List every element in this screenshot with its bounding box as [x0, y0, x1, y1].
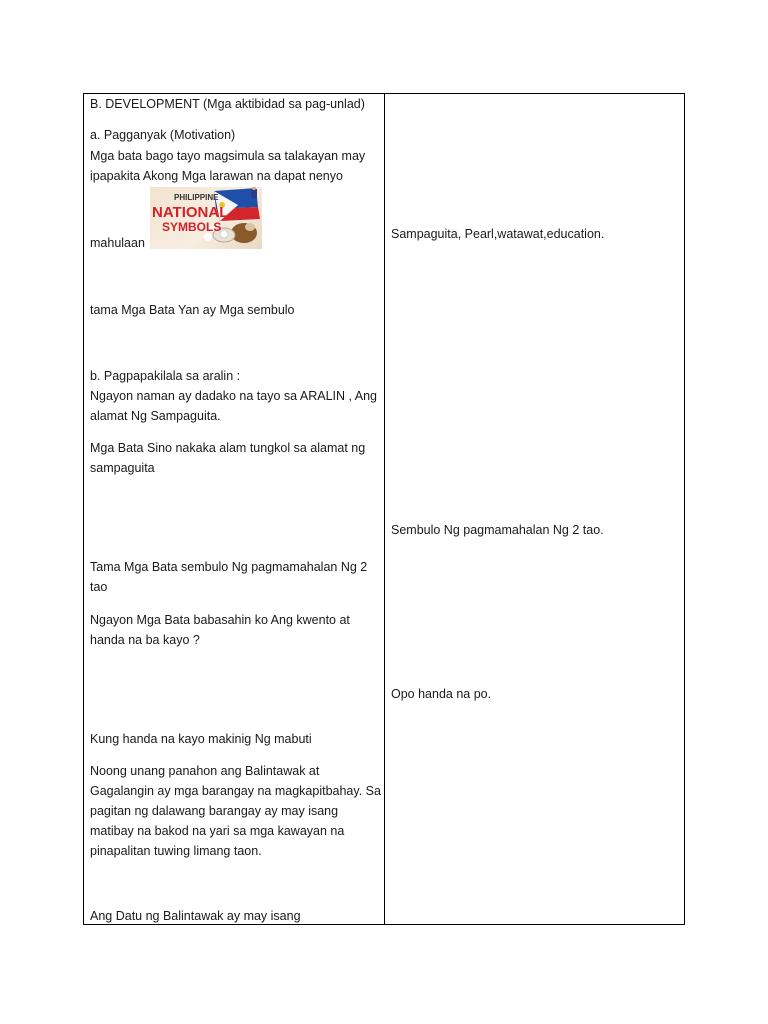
tanong-line-2: sampaguita — [90, 461, 155, 475]
image-title-top: PHILIPPINE — [174, 193, 219, 202]
tama-2-line-1: Tama Mga Bata sembulo Ng pagmamahalan Ng 2 — [90, 560, 368, 574]
sampaguita-flower — [204, 233, 212, 241]
image-title-mid: NATIONAL — [152, 204, 229, 221]
tanong-line-1: Mga Bata Sino nakaka alam tungkol sa alamat ng — [90, 441, 366, 455]
national-symbols-picture — [150, 187, 262, 249]
column-divider — [384, 94, 385, 924]
motivation-line-1: Mga bata bago tayo magsimula sa talakayan may — [90, 149, 366, 163]
basa-line-2: handa na ba kayo ? — [90, 633, 200, 647]
tama-2-line-2: tao — [90, 580, 108, 594]
kwento-line-1: Noong unang panahon ang Balintawak at — [90, 764, 320, 778]
motivation-line-2: ipapakita Akong Mga larawan na dapat nenyo — [90, 169, 343, 183]
figure-icon — [251, 189, 257, 198]
lesson-table — [83, 93, 685, 925]
mahulaan-text: mahulaan — [90, 236, 145, 250]
image-title-bot: SYMBOLS — [162, 220, 222, 234]
answer-1: Sampaguita, Pearl,watawat,education. — [391, 227, 605, 241]
pagpapakilala-title: b. Pagpapakilala sa aralin : — [90, 369, 241, 383]
pagpapakilala-line-1: Ngayon naman ay dadako na tayo sa ARALIN , Ang — [90, 389, 377, 403]
kwento-line-5: pinapalitan tuwing limang taon. — [90, 844, 262, 858]
pagpapakilala-line-2: alamat Ng Sampaguita. — [90, 409, 221, 423]
kwento-line-2: Gagalangin ay mga barangay na magkapitbahay. Sa — [90, 784, 381, 798]
development-heading: B. DEVELOPMENT (Mga aktibidad sa pag-unlad) — [90, 97, 365, 111]
philippine-national-symbols-image — [150, 187, 262, 249]
tama-sembulo-text: tama Mga Bata Yan ay Mga sembulo — [90, 303, 295, 317]
answer-2: Sembulo Ng pagmamahalan Ng 2 tao. — [391, 523, 604, 537]
basa-line-1: Ngayon Mga Bata babasahin ko Ang kwento at — [90, 613, 350, 627]
kung-handa-text: Kung handa na kayo makinig Ng mabuti — [90, 732, 312, 746]
kwento-line-3: pagitan ng dalawang barangay ay may isang — [90, 804, 339, 818]
kwento-line-4: matibay na bakod na yari sa mga kawayan na — [90, 824, 345, 838]
eagle-head — [245, 223, 255, 231]
answer-3: Opo handa na po. — [391, 687, 492, 701]
datu-line: Ang Datu ng Balintawak ay may isang — [90, 909, 301, 923]
motivation-title: a. Pagganyak (Motivation) — [90, 128, 236, 142]
